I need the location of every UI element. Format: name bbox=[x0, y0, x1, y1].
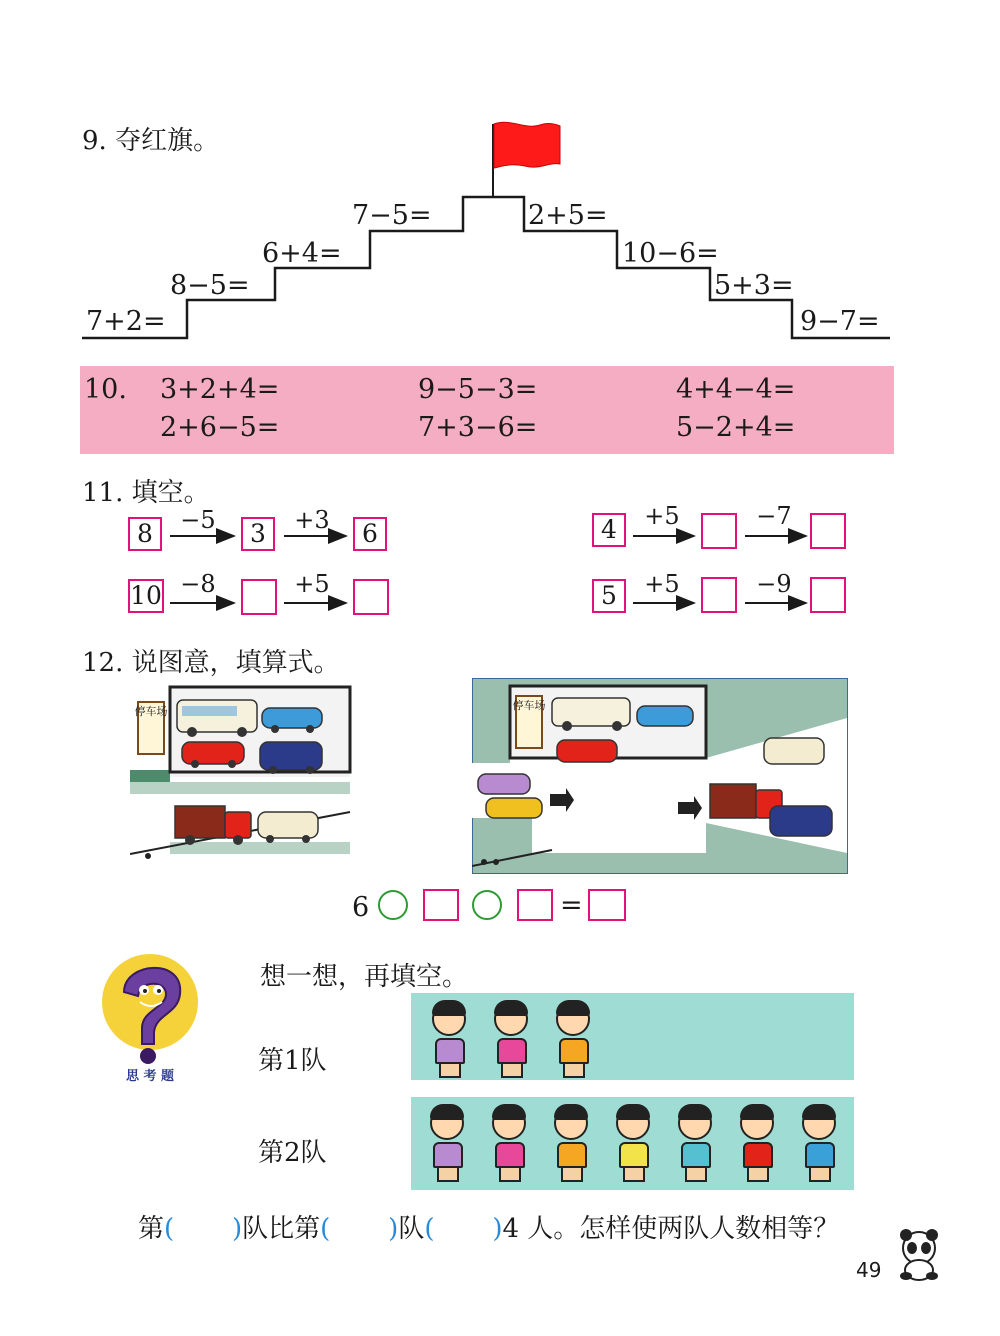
formula-equals: = bbox=[560, 890, 583, 921]
parking-lot-picture-2 bbox=[472, 678, 848, 874]
car-icon bbox=[637, 706, 693, 726]
car-icon bbox=[557, 740, 617, 762]
chain3-start-box: 10 bbox=[128, 579, 164, 613]
chain1-op2: +3 bbox=[294, 506, 330, 534]
blank-paren-3[interactable]: ( ) bbox=[424, 1214, 503, 1244]
van-icon bbox=[260, 742, 322, 770]
chain4-start-box: 5 bbox=[592, 579, 626, 613]
sentence-part-3: 队 bbox=[398, 1214, 425, 1244]
q12-title: 12. 说图意，填算式。 bbox=[82, 648, 340, 678]
chain2-op1: +5 bbox=[644, 502, 680, 530]
blank-paren-1[interactable]: ( ) bbox=[164, 1214, 243, 1244]
q10-r1c3: 4+4−4= bbox=[676, 374, 796, 405]
chain3-end-box[interactable] bbox=[353, 579, 389, 615]
chain4-op1: +5 bbox=[644, 570, 680, 598]
chain2-mid-box[interactable] bbox=[701, 513, 737, 549]
chain4-op2: −9 bbox=[756, 570, 792, 598]
car-icon bbox=[486, 798, 542, 818]
thinking-question-mark-icon bbox=[94, 952, 206, 1088]
team1-child bbox=[430, 1002, 470, 1078]
step-1: 7+2= bbox=[86, 306, 166, 337]
chain1-op1: −5 bbox=[180, 506, 216, 534]
parking-sign-text-1: 停车场 bbox=[134, 705, 168, 718]
chain4-end-box[interactable] bbox=[810, 577, 846, 613]
chain3-mid-box[interactable] bbox=[241, 579, 277, 615]
chain4-mid-box[interactable] bbox=[701, 577, 737, 613]
team2-child bbox=[614, 1106, 654, 1182]
truck-icon bbox=[175, 806, 225, 838]
step-2: 8−5= bbox=[170, 270, 250, 301]
q11-title: 11. 填空。 bbox=[82, 478, 210, 508]
q10-r1c2: 9−5−3= bbox=[418, 374, 538, 405]
formula-start: 6 bbox=[352, 892, 370, 923]
sentence-part-4: 4 人。怎样使两队人数相等？ bbox=[502, 1214, 840, 1244]
parking-lot-picture-1 bbox=[130, 682, 354, 862]
chain3-op1: −8 bbox=[180, 570, 216, 598]
team1-child bbox=[554, 1002, 594, 1078]
chain2-end-box[interactable] bbox=[810, 513, 846, 549]
team2-label: 第2队 bbox=[258, 1138, 327, 1168]
team1-row bbox=[411, 993, 854, 1080]
step-6: 10−6= bbox=[622, 238, 719, 269]
van-icon bbox=[770, 806, 832, 836]
step-8: 9−7= bbox=[800, 306, 880, 337]
car-icon bbox=[478, 774, 530, 794]
formula-box-1[interactable] bbox=[423, 889, 459, 921]
blank-paren-2[interactable]: ( ) bbox=[320, 1214, 399, 1244]
think-badge: 思 考 题 bbox=[125, 1069, 175, 1084]
q9-title: 9. 夺红旗。 bbox=[82, 126, 220, 156]
step-5: 2+5= bbox=[528, 200, 608, 231]
think-prompt: 想一想，再填空。 bbox=[260, 962, 469, 992]
operator-circle-1[interactable] bbox=[378, 890, 408, 920]
sentence-part-1: 第 bbox=[138, 1214, 165, 1244]
panda-icon bbox=[894, 1226, 944, 1282]
formula-answer-box[interactable] bbox=[588, 889, 626, 921]
chain2-start-box: 4 bbox=[592, 513, 626, 547]
team1-label: 第1队 bbox=[258, 1046, 327, 1076]
q10-r2c1: 2+6−5= bbox=[160, 412, 280, 443]
team2-child bbox=[490, 1106, 530, 1182]
comparison-sentence bbox=[138, 1208, 839, 1245]
team2-child bbox=[552, 1106, 592, 1182]
van-icon bbox=[258, 812, 318, 838]
truck-icon bbox=[710, 784, 756, 818]
step-3: 6+4= bbox=[262, 238, 342, 269]
step-7: 5+3= bbox=[714, 270, 794, 301]
formula-box-2[interactable] bbox=[517, 889, 553, 921]
car-icon bbox=[182, 742, 244, 764]
car-icon bbox=[262, 708, 322, 728]
q10-number: 10. bbox=[84, 374, 127, 405]
team2-child bbox=[676, 1106, 716, 1182]
chain1-end-box: 6 bbox=[353, 517, 387, 551]
sentence-part-2: 队比第 bbox=[242, 1214, 321, 1244]
chain3-op2: +5 bbox=[294, 570, 330, 598]
q10-r2c3: 5−2+4= bbox=[676, 412, 796, 443]
chain1-start-box: 8 bbox=[128, 517, 162, 551]
operator-circle-2[interactable] bbox=[472, 890, 502, 920]
chain1-mid-box: 3 bbox=[241, 517, 275, 551]
page-number: 49 bbox=[856, 1258, 882, 1282]
step-4: 7−5= bbox=[352, 200, 432, 231]
team2-child bbox=[800, 1106, 840, 1182]
team1-child bbox=[492, 1002, 532, 1078]
q10-r2c2: 7+3−6= bbox=[418, 412, 538, 443]
team2-child bbox=[738, 1106, 778, 1182]
team2-child bbox=[428, 1106, 468, 1182]
chain2-op2: −7 bbox=[756, 502, 792, 530]
van-icon bbox=[764, 738, 824, 764]
q10-r1c1: 3+2+4= bbox=[160, 374, 280, 405]
parking-sign-text-2: 停车场 bbox=[512, 699, 546, 712]
